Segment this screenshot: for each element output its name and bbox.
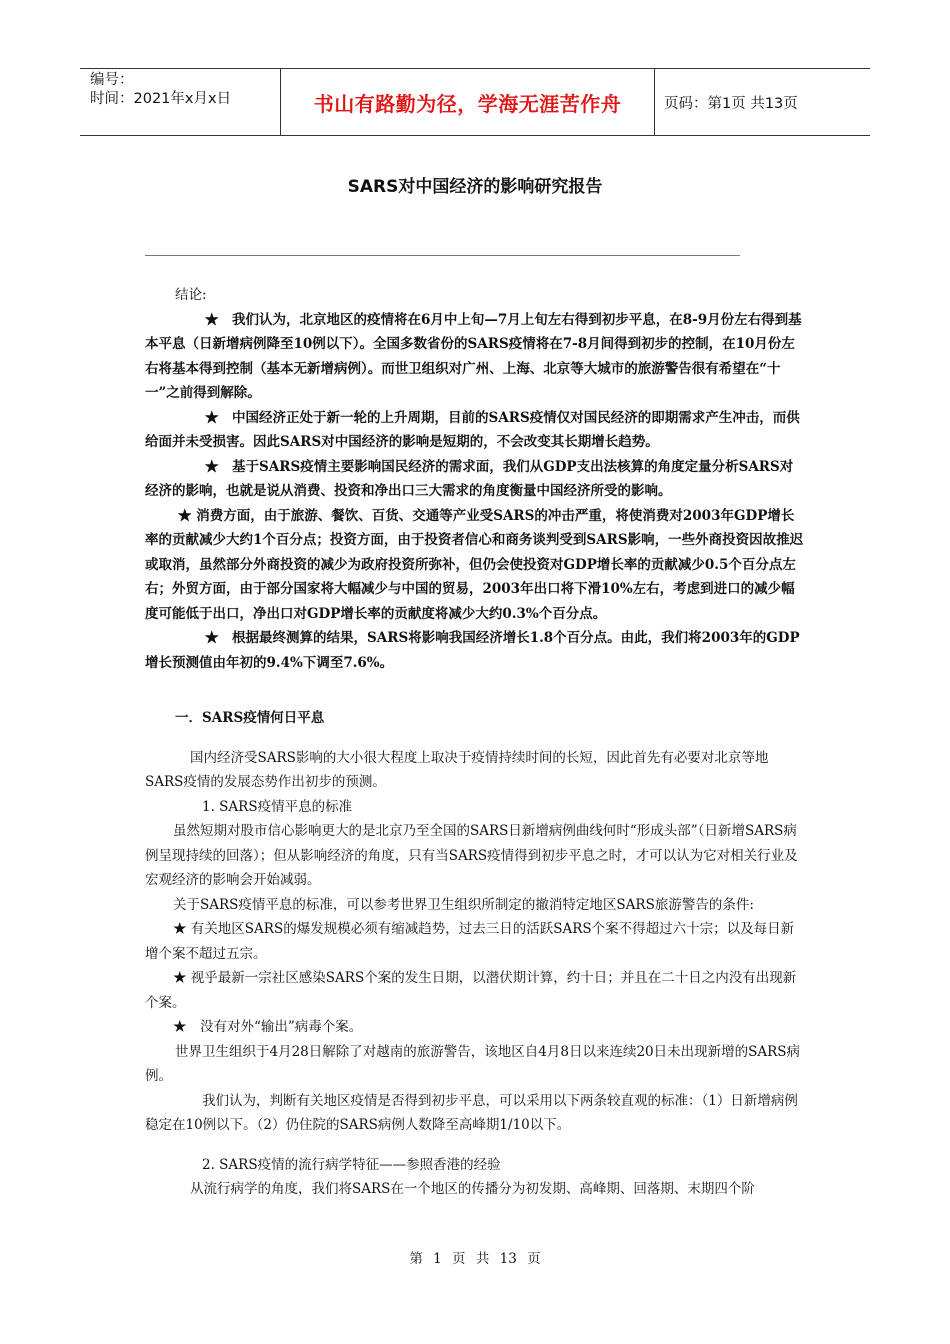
bullet-item: ★ 视乎最新一宗社区感染SARS个案的发生日期，以潜伏期计算，约十日；并且在二十日之内没有出现新个案。 [145, 970, 797, 1011]
header-meta [80, 69, 281, 135]
conclusion-paragraph: ★ 基于SARS疫情主要影响国民经济的需求面，我们从GDP支出法核算的角度定量分析SARS对经济的影响，也就是说从消费、投资和净出口三大需求的角度衡量中国经济所受的影响。 [145, 458, 794, 499]
subsection-heading: 2. SARS疫情的流行病学特征——参照香港的经验 [202, 1156, 501, 1173]
body-paragraph: 我们认为，判断有关地区疫情是否得到初步平息，可以采用以下两条较直观的标准：（1）日新增病例稳定在10例以下。（2）仍住院的SARS病例人数降至高峰期1/10以下。 [145, 1092, 798, 1133]
bullet-item: ★ 有关地区SARS的爆发规模必须有缩减趋势，过去三日的活跃SARS个案不得超过六十宗；以及每日新增个案不超过五宗。 [145, 921, 795, 962]
body-paragraph: 虽然短期对股市信心影响更大的是北京乃至全国的SARS日新增病例曲线何时“形成头部”（日新增SARS病例呈现持续的回落）；但从影响经济的角度，只有当SARS疫情得到初步平息之时，才可以认为它对相关行业及宏观经济的影响会开始减弱。 [145, 823, 798, 888]
header-motto: 书山有路勤为径，学海无涯苦作舟 [281, 69, 655, 135]
conclusion-paragraph: ★ 我们认为，北京地区的疫情将在6月中上旬—7月上旬左右得到初步平息，在8-9月份左右得到基本平息（日新增病例降至10例以下）。全国多数省份的SARS疫情将在7-8月间得到初步的控制，在10月份左右将基本得到控制（基本无新增病例）。而世卫组织对广州、上海、北京等大城市的旅游警告很有希望在“十一”之前得到解除。 [145, 311, 802, 401]
bullet-item: ★ 没有对外“输出”病毒个案。 [173, 1019, 363, 1035]
body-paragraph: 世界卫生组织于4月28日解除了对越南的旅游警告，该地区自4月8日以来连续20日未出现新增的SARS病例。 [145, 1043, 801, 1084]
document-date: 时间：2021年x月x日 [90, 91, 232, 107]
page-header [80, 68, 870, 136]
header-page-info: 页码：第1页 共13页 [664, 95, 798, 112]
title-divider [145, 255, 740, 256]
document-number: 编号： [90, 72, 134, 88]
body-paragraph: 国内经济受SARS影响的大小很大程度上取决于疫情持续时间的长短，因此首先有必要对北京等地SARS疫情的发展态势作出初步的预测。 [145, 749, 769, 790]
section-heading: 一．SARS疫情何日平息 [175, 710, 325, 726]
conclusion-paragraph: ★ 消费方面，由于旅游、餐饮、百货、交通等产业受SARS的冲击严重，将使消费对2003年GDP增长率的贡献减少大约1个百分点；投资方面，由于投资者信心和商务谈判受到SARS影响，一些外商投资因故推迟或取消，虽然部分外商投资的减少为政府投资所弥补，但仍会使投资对GDP增长率的贡献减少0.5个百分点左右；外贸方面，由于部分国家将大幅减少与中国的贸易，2003年出口将下滑10%左右，考虑到进口的减少幅度可能低于出口，净出口对GDP增长率的贡献度将减少大约0.3%个百分点。 [145, 507, 804, 622]
conclusion-paragraph: ★ 中国经济正处于新一轮的上升周期，目前的SARS疫情仅对国民经济的即期需求产生冲击，而供给面并未受损害。因此SARS对中国经济的影响是短期的，不会改变其长期增长趋势。 [145, 409, 800, 450]
document-body [145, 283, 805, 1202]
page-footer: 第 1 页 共 13 页 [409, 1251, 541, 1267]
subsection-heading: 1. SARS疫情平息的标准 [202, 798, 353, 815]
conclusion-label: 结论: [175, 287, 207, 303]
document-title: SARS对中国经济的影响研究报告 [347, 177, 603, 197]
body-paragraph: 从流行病学的角度，我们将SARS在一个地区的传播分为初发期、高峰期、回落期、末期四个阶 [190, 1181, 755, 1197]
conclusion-paragraph: ★ 根据最终测算的结果，SARS将影响我国经济增长1.8个百分点。由此，我们将2003年的GDP增长预测值由年初的9.4%下调至7.6%。 [145, 630, 800, 671]
body-paragraph: 关于SARS疫情平息的标准，可以参考世界卫生组织所制定的撤消特定地区SARS旅游警告的条件: [173, 896, 754, 913]
